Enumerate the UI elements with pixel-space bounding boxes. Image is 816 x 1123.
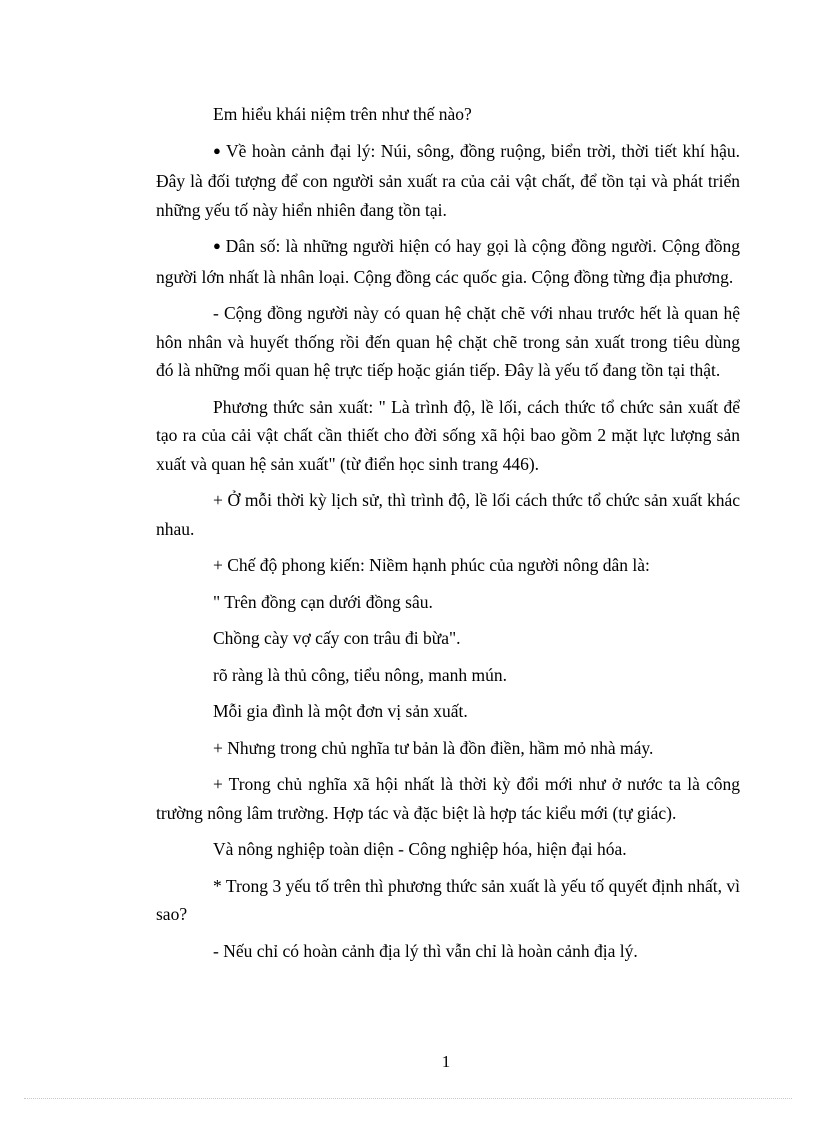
paragraph: ● Dân số: là những người hiện có hay gọi là cộng đồng người. Cộng đồng người lớn nhất là nhân loại. Cộng đồng các quốc gia. Cộng đồng từng địa phương. bbox=[156, 236, 740, 287]
paragraph: Chồng cày vợ cấy con trâu đi bừa". bbox=[213, 628, 461, 648]
document-body bbox=[156, 100, 740, 973]
paragraph: * Trong 3 yếu tố trên thì phương thức sản xuất là yếu tố quyết định nhất, vì sao? bbox=[156, 875, 740, 924]
paragraph: Phương thức sản xuất: " Là trình độ, lề lối, cách thức tổ chức sản xuất để tạo ra của cải vật chất cần thiết cho đời sống xã hội bao gồm 2 mặt lực lượng sản xuất và quan hệ sản xuất" (từ điển học sinh trang 446). bbox=[156, 396, 740, 474]
paragraph: " Trên đồng cạn dưới đồng sâu. bbox=[213, 591, 433, 612]
page-number: 1 bbox=[441, 1052, 451, 1071]
page-bottom-divider bbox=[24, 1098, 792, 1099]
paragraph: rõ ràng là thủ công, tiểu nông, manh mún. bbox=[213, 664, 508, 685]
paragraph: + Trong chủ nghĩa xã hội nhất là thời kỳ đổi mới như ở nước ta là công trường nông lâm trường. Hợp tác và đặc biệt là hợp tác kiểu mới (tự giác). bbox=[156, 774, 740, 823]
paragraph: Và nông nghiệp toàn diện - Công nghiệp hóa, hiện đại hóa. bbox=[213, 839, 627, 859]
paragraph: + Nhưng trong chủ nghĩa tư bản là đồn điền, hầm mỏ nhà máy. bbox=[213, 737, 654, 758]
paragraph: ● Về hoàn cảnh đại lý: Núi, sông, đồng ruộng, biển trời, thời tiết khí hậu. Đây là đối tượng để con người sản xuất ra của cải vật chất, để tồn tại và phát triển những yếu tố này hiển nhiên đang tồn tại. bbox=[156, 140, 740, 220]
paragraph: Em hiểu khái niệm trên như thế nào? bbox=[213, 104, 472, 124]
bullet-icon: ● bbox=[213, 142, 222, 158]
bullet-icon: ● bbox=[213, 238, 222, 253]
paragraph: Mỗi gia đình là một đơn vị sản xuất. bbox=[213, 701, 468, 721]
paragraph: + Ở mỗi thời kỳ lịch sử, thì trình độ, lề lối cách thức tổ chức sản xuất khác nhau. bbox=[156, 490, 740, 539]
paragraph: - Nếu chỉ có hoàn cảnh địa lý thì vẫn chỉ là hoàn cảnh địa lý. bbox=[213, 940, 638, 961]
paragraph: - Cộng đồng người này có quan hệ chặt chẽ với nhau trước hết là quan hệ hôn nhân và huyết thống rồi đến quan hệ chặt chẽ trong sản xuất trong tiêu dùng đó là những mối quan hệ trực tiếp hoặc gián tiếp. Đây là yếu tố đang tồn tại thật. bbox=[156, 303, 740, 380]
paragraph: + Chế độ phong kiến: Niềm hạnh phúc của người nông dân là: bbox=[213, 555, 650, 575]
